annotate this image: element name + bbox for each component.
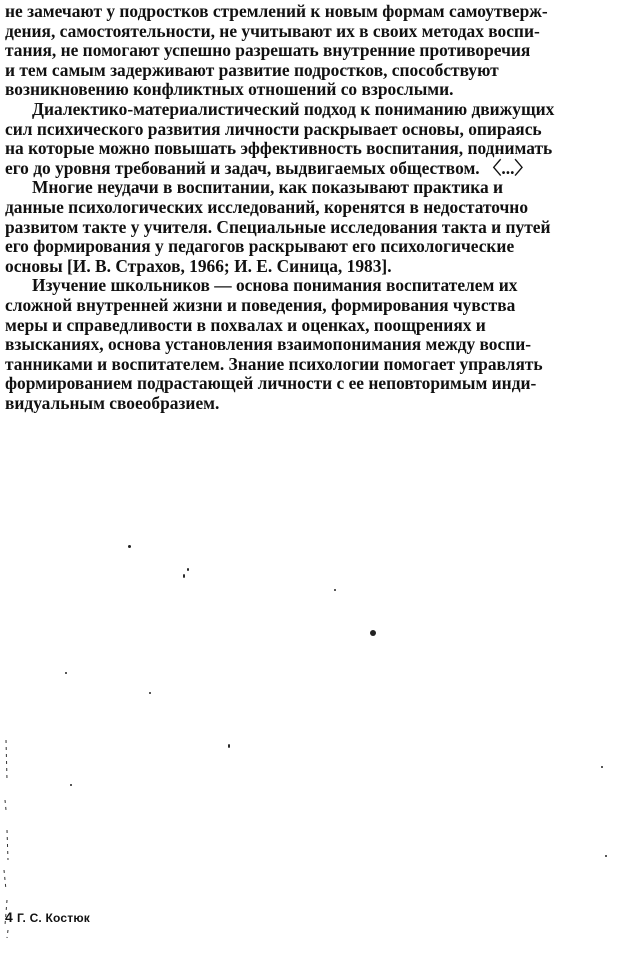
footer-signature — [5, 909, 90, 925]
scan-speck — [601, 766, 603, 768]
text-line: дения, самостоятельности, не учитывают их в своих методах воспи- — [5, 20, 540, 41]
scan-speck — [334, 589, 336, 591]
body-text — [5, 2, 606, 413]
scan-speck — [70, 784, 72, 786]
paragraph-2 — [5, 100, 606, 178]
text-line: взысканиях, основа установления взаимопонимания между воспи- — [5, 334, 532, 355]
text-line: формированием подрастающей личности с ее неповторимым инди- — [5, 373, 537, 394]
text-line: возникновению конфликтных отношений со взрослыми. — [5, 79, 454, 100]
text-line: Изучение школьников — основа понимания воспитателем их — [32, 275, 518, 296]
text-line: не замечают у подростков стремлений к новым формам самоутверж- — [5, 1, 548, 21]
scan-speck — [128, 545, 131, 548]
paragraph-1 — [5, 2, 606, 100]
text-line: и тем самым задерживают развитие подростков, способствуют — [5, 59, 499, 80]
text-line: танниками и воспитателем. Знание психологии помогает управлять — [5, 353, 543, 374]
text-line: меры и справедливости в похвалах и оценках, поощрениях и — [5, 314, 486, 335]
text-line: Диалектико-материалистический подход к пониманию движущих — [32, 98, 555, 119]
text-line: сложной внутренней жизни и поведения, формирования чувства — [5, 294, 516, 315]
scan-speck — [228, 744, 230, 748]
text-line: данные психологических исследований, коренятся в недостаточно — [5, 196, 529, 217]
text-line: видуальным своеобразием. — [5, 392, 220, 413]
text-line: на которые можно повышать эффективность воспитания, поднимать — [5, 138, 553, 159]
text-line: Многие неудачи в воспитании, как показывают практика и — [32, 177, 504, 198]
scan-speck — [187, 568, 189, 571]
text-line: основы [И. В. Страхов, 1966; И. Е. Синица, 1983]. — [5, 255, 392, 276]
paragraph-4 — [5, 276, 606, 413]
text-line: сил психического развития личности раскрывает основы, опираясь — [5, 118, 542, 139]
scan-speck — [605, 855, 607, 857]
text-line: его формирования у педагогов раскрывают его психологические — [5, 236, 515, 257]
scan-speck — [149, 692, 151, 694]
signature-number: 4 — [5, 909, 13, 925]
text-line: развитом такте у учителя. Специальные исследования такта и путей — [5, 216, 551, 237]
scan-speck — [370, 630, 376, 636]
scan-speck — [183, 574, 185, 578]
text-line: его до уровня требований и задач, выдвигаемых обществом. 〈...〉 — [5, 157, 532, 178]
scan-speck — [65, 672, 67, 674]
signature-text: Г. С. Костюк — [17, 911, 91, 925]
paragraph-3 — [5, 178, 606, 276]
text-line: тания, не помогают успешно разрешать внутренние противоречия — [5, 40, 531, 61]
